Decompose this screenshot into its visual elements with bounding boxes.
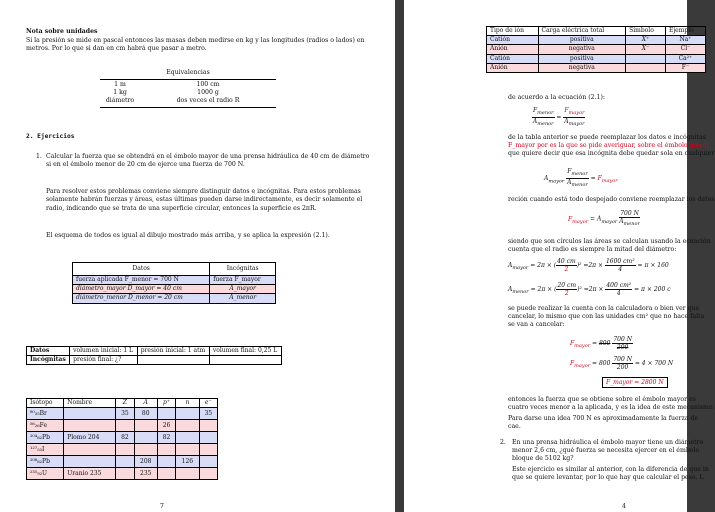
ex2-text-5: que se quiere levantar, por lo que hay que calcular el peso. L <box>512 474 704 481</box>
equiv-left-3: diámetro <box>105 97 135 104</box>
exercise-1-para-3: El esquema de todos es igual al dibujo mostrado más arriba, y se aplica la expresión (2.1). <box>46 232 330 239</box>
iso-cell <box>157 408 175 420</box>
eq5-tail: = π × 200 c <box>634 286 671 293</box>
iso-h-2: Z <box>116 399 134 408</box>
iso-cell: 26 <box>157 420 175 432</box>
iso-cell: 80 <box>134 408 157 420</box>
gas-volumen-final: volumen final: 0,25 L <box>209 347 281 356</box>
iso-cell: ⁸⁰₃₅Br <box>27 408 64 420</box>
iso-cell <box>64 456 116 468</box>
table-row <box>487 45 706 54</box>
text-7: cuenta que el radio es siempre la mitad del diámetro: <box>508 246 677 253</box>
equivalences-bottom-rule <box>100 107 276 108</box>
table-row <box>27 432 218 444</box>
ex2-text-2: menor 2,6 cm, ¿qué fuerza se necesita ejercer en el émbolo <box>512 447 700 454</box>
ion-cell: Cl⁻ <box>665 45 705 54</box>
eq5-num2: 400 cm² <box>606 282 632 289</box>
iso-h-5: n <box>176 399 199 408</box>
iso-cell: Uranio 235 <box>64 468 116 480</box>
text-12: cuatro veces menor a la aplicada, y es la idea de este mecanismo. <box>508 404 715 411</box>
eq7-num: 700 N <box>613 356 632 363</box>
eq7-tail: = 4 × 700 N <box>634 360 674 367</box>
right-page-number: 4 <box>622 503 626 510</box>
table-row <box>27 468 218 480</box>
eq6-cancel: 800 <box>598 340 611 347</box>
text-9: cancelar, lo mismo que con las unidades cm² que no hace falta <box>508 313 705 320</box>
exercise-number: 1. <box>36 153 42 160</box>
ion-h-0: Tipo de ión <box>487 27 539 36</box>
equation-ratio: $\frac{F_{menor}}{A_{menor}}$ = $\frac{F_{mayor}}{A_{mayor}}$ <box>532 107 585 128</box>
equivalences-header: Equivalencias <box>166 69 210 76</box>
iso-cell: ²³⁵₉₂U <box>27 468 64 480</box>
table-row <box>27 408 218 420</box>
equation-cancel: $F_{mayor} = 800$ $\frac{700 N}{200}$ <box>570 336 632 351</box>
iso-cell: 208 <box>134 456 157 468</box>
text-1: de acuerdo a la ecuación (2.1): <box>508 94 605 101</box>
isotope-table <box>26 398 218 480</box>
iso-cell <box>199 468 217 480</box>
datos-table <box>72 262 276 304</box>
ion-cell: Catión <box>487 36 539 45</box>
iso-cell: 82 <box>116 432 134 444</box>
iso-cell <box>157 444 175 456</box>
table-row <box>27 420 218 432</box>
gas-empty-2 <box>209 356 281 365</box>
incognita-row-2: A_mayor <box>210 285 276 294</box>
ion-cell <box>626 63 666 72</box>
iso-cell: ⁵⁶₂₆Fe <box>27 420 64 432</box>
text-14: cae. <box>508 423 521 430</box>
iso-cell <box>176 444 199 456</box>
exercise-1-para-2: Para resolver estos problemas conviene siempre distinguir datos e incógnitas. Para estos problemas solamente habrán fuerzas y áreas, estas últimas pueden darse indirectamente, es decir solamente el radio, indicando que se trata de una superficie circular, entonces la superficie es 2πR. <box>46 188 363 212</box>
ion-cell <box>626 54 666 63</box>
eq3-numerator: 700 N <box>620 210 639 217</box>
iso-cell <box>176 408 199 420</box>
equiv-left-1: 1 m <box>114 81 126 88</box>
ion-cell: F⁻ <box>665 63 705 72</box>
eq4-den: 2 <box>564 266 569 273</box>
equiv-right-2: 1000 g <box>197 89 219 96</box>
iso-cell: 82 <box>157 432 175 444</box>
datos-header: Datos <box>73 263 210 276</box>
iso-cell <box>64 444 116 456</box>
section-title: Nota sobre unidades <box>26 28 98 35</box>
iso-cell: Plomo 204 <box>64 432 116 444</box>
table-row <box>27 444 218 456</box>
exercise-1-text: Calcular la fuerza que se obtendrá en el émbolo mayor de una prensa hidráulica de 40 cm de diámetro si en el émbolo menor de 20 cm de ejerce una fuerza de 700 N. <box>46 153 370 169</box>
iso-cell <box>199 432 217 444</box>
iso-cell: ²⁰⁸₈₂Pb <box>27 456 64 468</box>
eq7-den: 200 <box>616 364 629 371</box>
iso-cell <box>116 456 134 468</box>
left-page-number: 7 <box>160 503 164 510</box>
ion-cell: Na⁺ <box>665 36 705 45</box>
exercises-heading: 2. Ejercicios <box>26 133 75 140</box>
equivalences-rule <box>100 79 276 80</box>
text-4: que quiere decir que esa incógnita debe quedar sola en cualquier <box>508 150 715 157</box>
iso-cell <box>176 432 199 444</box>
equation-solve: $A_{mayor}$ $\frac{F_{menor}}{A_{menor}}$ = $F_{mayor}$ <box>544 168 618 189</box>
gas-presion-inicial: presión inicial: 1 atm <box>137 347 209 356</box>
iso-cell <box>116 420 134 432</box>
ion-cell: positiva <box>538 54 626 63</box>
ion-cell: Catión <box>487 54 539 63</box>
gas-datos-label: Datos <box>27 347 70 356</box>
iso-cell <box>116 444 134 456</box>
iso-h-3: A <box>134 399 157 408</box>
eq5-den: 2 <box>564 290 569 297</box>
text-13: Para darse una idea 700 N es aproximadamente la fuerza de <box>508 415 699 422</box>
right-page <box>404 0 715 512</box>
gas-volumen-inicial: volumen inicial: 1 L <box>70 347 138 356</box>
table-row <box>487 54 706 63</box>
ion-cell: negativa <box>538 45 626 54</box>
dato-row-2: diámetro_mayor D_mayor = 40 cm <box>73 285 210 294</box>
gas-table <box>26 346 282 365</box>
incognitas-header: Incógnitas <box>210 263 276 276</box>
ion-cell: Anión <box>487 45 539 54</box>
text-8: se puede realizar la cuenta con la calculadora o bien ver que <box>508 305 700 312</box>
table-row <box>487 36 706 45</box>
iso-cell <box>199 444 217 456</box>
ion-h-3: Ejemplo <box>665 27 705 36</box>
ex2-text-3: bloque de 5102 kg? <box>512 455 574 462</box>
result-box: F_mayor = 2800 N <box>602 377 668 388</box>
gas-incognitas-label: Incógnitas <box>27 356 70 365</box>
equiv-right-1: 100 cm <box>196 81 220 88</box>
ion-cell: negativa <box>538 63 626 72</box>
text-11: entonces la fuerza que se obtiene sobre el émbolo mayor es <box>508 396 696 403</box>
iso-cell: 35 <box>199 408 217 420</box>
equation-four: $F_{mayor} = 800$ $\frac{700 N}{200}$ = 4 × 700 N <box>570 356 674 371</box>
iso-h-1: Nombre <box>64 399 116 408</box>
table-row <box>27 456 218 468</box>
iso-cell <box>176 468 199 480</box>
iso-cell: 235 <box>134 468 157 480</box>
equation-area-menor: $A_{menor} = 2\pi$ × ( $\frac{20 cm}{2}$ )² =2π × $\frac{\text{400 cm²}}{4}$ = π × 200 c <box>508 282 671 297</box>
ion-cell: X⁺ <box>626 36 666 45</box>
eq5-num: 20 cm <box>557 282 577 289</box>
iso-cell <box>176 420 199 432</box>
table-row <box>487 63 706 72</box>
iso-cell: ¹²⁷₅₃I <box>27 444 64 456</box>
ex2-number: 2. <box>500 439 506 446</box>
ex2-text-4: Este ejercicio es similar al anterior, con la diferencia de que in <box>512 466 709 473</box>
iso-h-6: e⁻ <box>199 399 217 408</box>
iso-cell <box>134 420 157 432</box>
iso-cell: 126 <box>176 456 199 468</box>
equation-substitute: $F_{mayor} = A_{mayor}$ $\frac{700 N}{A_{menor}}$ <box>568 210 640 228</box>
eq4-den2: 4 <box>618 266 623 273</box>
ion-h-2: Símbolo <box>626 27 666 36</box>
dato-row-1: fuerza aplicada F_menor = 700 N <box>73 276 210 285</box>
iso-cell <box>134 432 157 444</box>
iso-cell: ²⁰⁴₈₂Pb <box>27 432 64 444</box>
text-2: de la tabla anterior se puede reemplazar los datos e incógnitas <box>508 134 706 141</box>
ion-cell: Ca²⁺ <box>665 54 705 63</box>
equiv-right-3: dos veces el radio R <box>176 97 240 104</box>
text-6: siendo que son círculos las áreas se calculan usando la ecuación <box>508 238 711 245</box>
eq4-num: 40 cm <box>557 258 576 265</box>
ion-cell: Anión <box>487 63 539 72</box>
dato-row-3: diámetro_menor D_menor = 20 cm <box>73 294 210 303</box>
iso-cell <box>64 408 116 420</box>
iso-cell <box>157 456 175 468</box>
gas-presion-final: presión final: ¿? <box>70 356 138 365</box>
iso-cell <box>116 468 134 480</box>
eq6-den: 200 <box>616 344 629 351</box>
iso-h-0: Isótopo <box>27 399 64 408</box>
ion-cell: X⁻ <box>626 45 666 54</box>
intro-paragraph: Si la presión se mide en pascal entonces las masas deben medirse en kg y las longitudes (radios o lados) en metros. Por lo que si dan en cm habrá que pasar a metro. <box>26 37 365 53</box>
ion-table <box>486 26 706 73</box>
iso-cell <box>157 468 175 480</box>
iso-cell <box>199 420 217 432</box>
incognita-row-1: fuerza F_mayor <box>210 276 276 285</box>
eq5-den2: 4 <box>616 290 621 297</box>
text-3: F_mayor por es la que se pide averiguar, sobre el émbolo mayor, <box>508 142 711 149</box>
ion-h-1: Carga eléctrica total <box>538 27 626 36</box>
iso-h-4: p⁺ <box>157 399 175 408</box>
eq4-num2: 1600 cm² <box>605 258 635 265</box>
ex2-text-1: En una prensa hidráulica el émbolo mayor tiene un diámetro <box>512 439 704 446</box>
iso-cell <box>134 444 157 456</box>
iso-cell <box>64 420 116 432</box>
text-5: reción cuando está todo despejado conviene reemplazar los datos <box>508 196 715 203</box>
eq7-mult: 800 <box>598 360 611 367</box>
ion-cell: positiva <box>538 36 626 45</box>
equation-area-mayor: $A_{mayor} = 2\pi$ × ( $\frac{40 cm}{2}$ )² =2π × $\frac{\text{1600 cm²}}{4}$ = π × 160 <box>508 258 669 273</box>
eq6-num: 700 N <box>613 336 632 343</box>
iso-cell <box>199 456 217 468</box>
incognita-row-3: A_menor <box>210 294 276 303</box>
eq4-tail: = π × 160 <box>637 262 669 269</box>
text-10: se van a cancelar: <box>508 321 565 328</box>
iso-cell: 35 <box>116 408 134 420</box>
gas-empty-1 <box>137 356 209 365</box>
equiv-left-2: 1 kg <box>113 89 127 96</box>
